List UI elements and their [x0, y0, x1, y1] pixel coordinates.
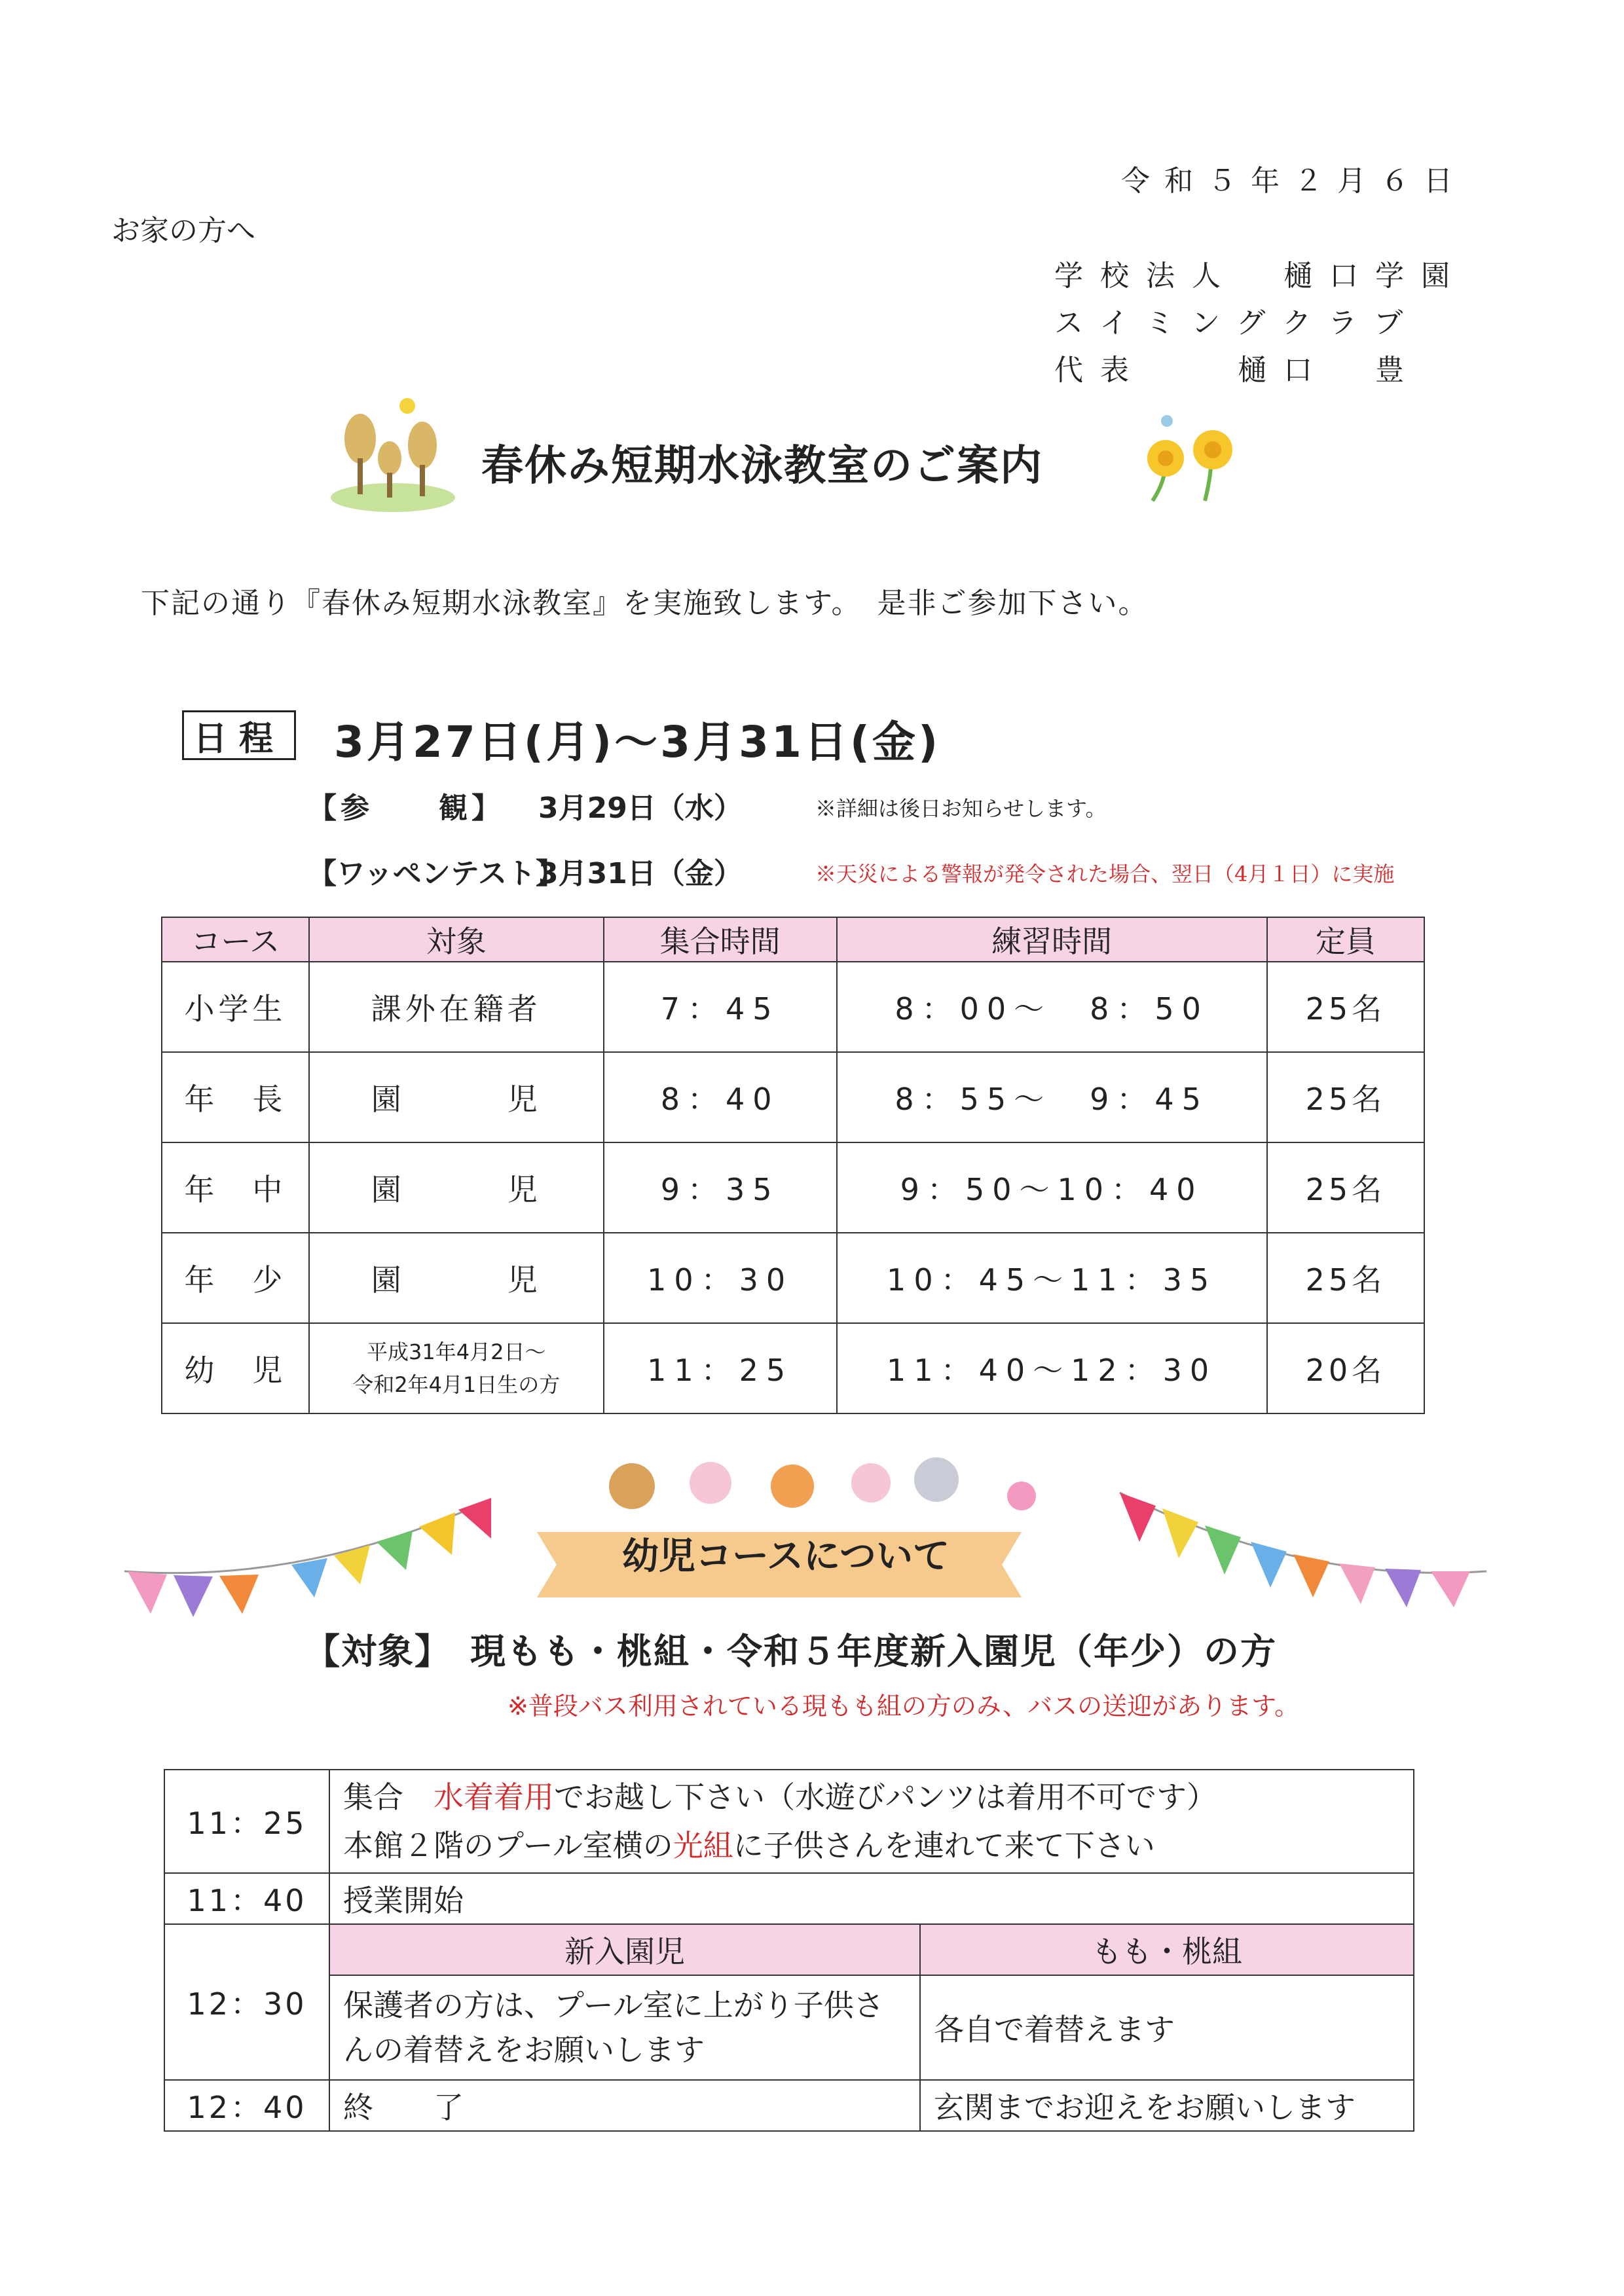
test-note: ※天災による警報が発令された場合、翌日（4月１日）に実施: [815, 862, 1395, 886]
table-row: [162, 1142, 1424, 1233]
cell-gather: 7：45: [604, 962, 837, 1052]
cell-pickup: 玄関までお迎えをお願いします: [920, 2080, 1414, 2131]
cell-gather: 10：30: [604, 1233, 837, 1323]
cell-capacity: 25名: [1267, 962, 1424, 1052]
pennant-bunting-right: [1113, 1486, 1493, 1630]
toddler-course-table: [164, 1769, 1414, 2132]
cell-capacity: 25名: [1267, 1233, 1424, 1323]
tree-illustration: [327, 386, 458, 517]
cell-class-start: 授業開始: [329, 1873, 1414, 1924]
text-location-rest: に子供さんを連れて来て下さい: [733, 1828, 1155, 1863]
table-row: [164, 2080, 1414, 2131]
header-gather-time: 集合時間: [604, 917, 837, 962]
cell-time: 11：25: [164, 1770, 329, 1873]
visit-note: ※詳細は後日お知らせします。: [815, 796, 1107, 821]
cell-course: 年 少: [162, 1233, 309, 1323]
pennant-bunting-left: [124, 1493, 504, 1637]
table-row: [162, 962, 1424, 1052]
table-row: [162, 1233, 1424, 1323]
animal-band-illustration: [596, 1447, 1067, 1519]
page-title: 春休み短期水泳教室のご案内: [481, 442, 1043, 490]
cell-gather: 11：25: [604, 1323, 837, 1413]
visit-label: 【参 観】: [308, 792, 504, 825]
visit-date: 3月29日（水）: [538, 792, 743, 825]
cell-momo-changing: 各自で着替えます: [920, 1975, 1414, 2080]
cell-time: 12：30: [164, 1924, 329, 2080]
cell-course: 幼 児: [162, 1323, 309, 1413]
header-momo-class: もも・桃組: [920, 1924, 1414, 1975]
cell-course: 小学生: [162, 962, 309, 1052]
cell-practice: 8：00〜 8：50: [837, 962, 1267, 1052]
test-label: 【ワッペンテスト】: [308, 857, 565, 890]
cell-target: 園 児: [309, 1142, 604, 1233]
cell-practice: 11：40〜12：30: [837, 1323, 1267, 1413]
text-gather-rest: でお越し下さい（水遊びパンツは着用不可です）: [554, 1779, 1217, 1815]
greeting: お家の方へ: [111, 214, 255, 247]
cell-practice: 8：55〜 9：45: [837, 1052, 1267, 1142]
cell-end: 終 了: [329, 2080, 920, 2131]
header-course: コース: [162, 917, 309, 962]
text-swimsuit: 水着着用: [434, 1779, 554, 1815]
org-line-1: 学校法人 樋口学園: [1054, 259, 1467, 293]
cell-capacity: 25名: [1267, 1052, 1424, 1142]
cell-gather: 8：40: [604, 1052, 837, 1142]
cell-gathering-info: [329, 1770, 1414, 1873]
organization-block: [1054, 253, 1467, 394]
cell-target: 課外在籍者: [309, 962, 604, 1052]
table-header-row: [162, 917, 1424, 962]
cell-capacity: 20名: [1267, 1323, 1424, 1413]
header-new-students: 新入園児: [329, 1924, 920, 1975]
document-date: 令和５年２月６日: [1121, 164, 1467, 198]
cell-practice: 9：50〜10：40: [837, 1142, 1267, 1233]
table-row: [164, 1770, 1414, 1873]
cell-target: 園 児: [309, 1052, 604, 1142]
text-gather: 集合: [343, 1779, 434, 1815]
schedule-label: 日程: [182, 710, 296, 760]
table-row: [162, 1052, 1424, 1142]
cell-target: 平成31年4月2日〜 令和2年4月1日生の方: [309, 1323, 604, 1413]
schedule-dates: 3月27日(月)〜3月31日(金): [334, 717, 941, 767]
section-target-note: ※普段バス利用されている現もも組の方のみ、バスの送迎があります。: [507, 1692, 1300, 1721]
section-target: 【対象】 現もも・桃組・令和５年度新入園児（年少）の方: [304, 1631, 1277, 1672]
text-location: 本館２階のプール室横の: [343, 1828, 673, 1863]
org-line-3: 代表 樋口 豊: [1054, 354, 1421, 387]
cell-course: 年 長: [162, 1052, 309, 1142]
header-target: 対象: [309, 917, 604, 962]
flower-illustration: [1126, 409, 1251, 507]
test-date: 3月31日（金）: [538, 857, 743, 890]
header-practice-time: 練習時間: [837, 917, 1267, 962]
cell-target: 園 児: [309, 1233, 604, 1323]
intro-text: 下記の通り『春休み短期水泳教室』を実施致します。 是非ご参加下さい。: [141, 587, 1149, 620]
table-row: [162, 1323, 1424, 1413]
org-line-2: スイミングクラブ: [1054, 306, 1420, 340]
cell-practice: 10：45〜11：35: [837, 1233, 1267, 1323]
cell-course: 年 中: [162, 1142, 309, 1233]
section-banner-title: 幼児コースについて: [621, 1535, 950, 1578]
table-row: [164, 1924, 1414, 1975]
text-room: 光組: [673, 1828, 733, 1863]
class-schedule-table: [161, 917, 1425, 1414]
header-capacity: 定員: [1267, 917, 1424, 962]
cell-new-students-changing: 保護者の方は、プール室に上がり子供さんの着替えをお願いします: [329, 1975, 920, 2080]
cell-capacity: 25名: [1267, 1142, 1424, 1233]
cell-time: 11：40: [164, 1873, 329, 1924]
table-row: [164, 1975, 1414, 2080]
table-row: [164, 1873, 1414, 1924]
cell-gather: 9：35: [604, 1142, 837, 1233]
cell-time: 12：40: [164, 2080, 329, 2131]
